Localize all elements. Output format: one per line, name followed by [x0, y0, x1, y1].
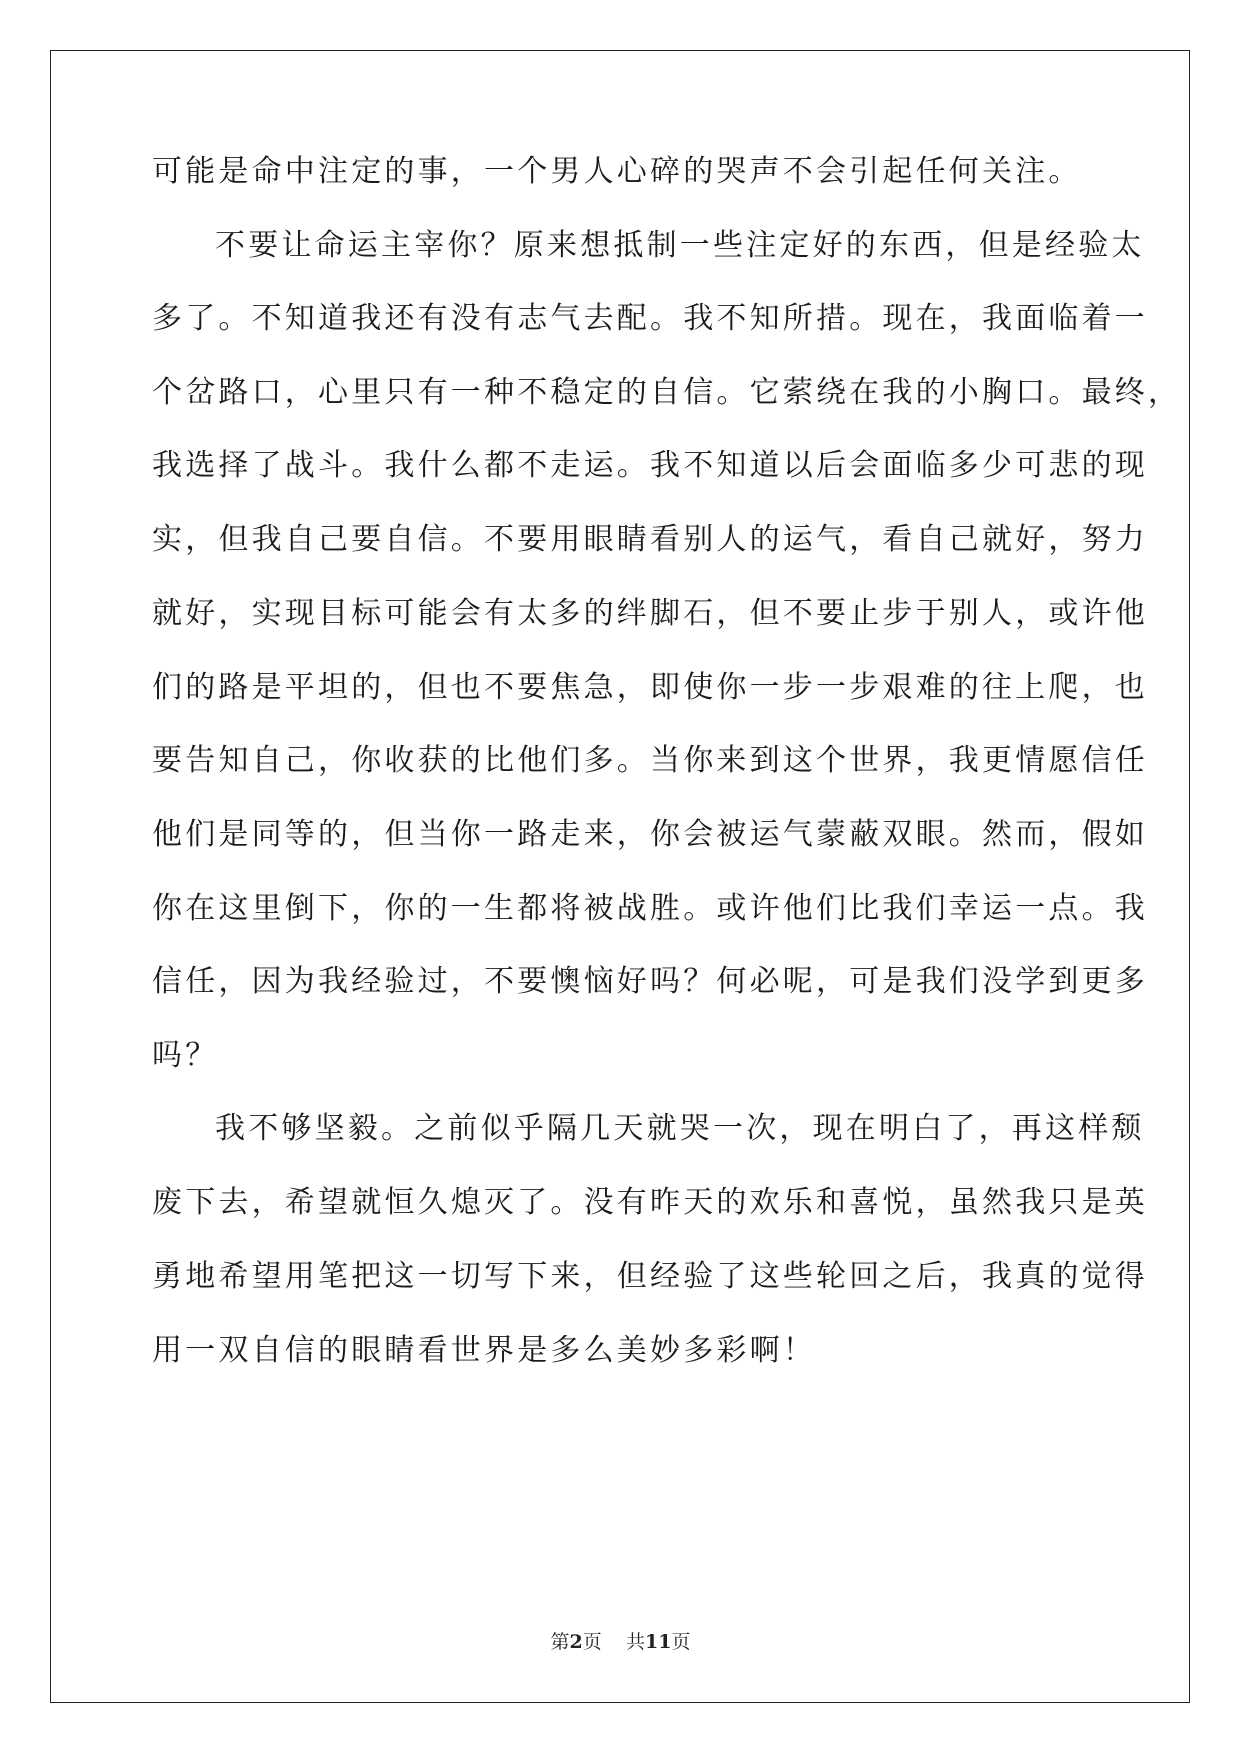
text-line: 个岔路口，心里只有一种不稳定的自信。它萦绕在我的小胸口。最终，	[152, 375, 1182, 410]
text-line: 用一双自信的眼睛看世界是多么美妙多彩啊！	[152, 1333, 816, 1368]
text-line: 要告知自己，你收获的比他们多。当你来到这个世界，我更情愿信任	[152, 743, 1148, 778]
text-line: 你在这里倒下，你的一生都将被战胜。或许他们比我们幸运一点。我	[152, 891, 1148, 926]
text-line: 勇地希望用笔把这一切写下来，但经验了这些轮回之后，我真的觉得	[152, 1259, 1148, 1294]
text-line: 我不够坚毅。之前似乎隔几天就哭一次，现在明白了，再这样颓	[215, 1111, 1145, 1146]
text-line: 不要让命运主宰你？原来想抵制一些注定好的东西，但是经验太	[215, 228, 1145, 263]
footer-total-prefix: 共	[625, 1631, 645, 1653]
text-line: 们的路是平坦的，但也不要焦急，即使你一步一步艰难的往上爬，也	[152, 670, 1148, 705]
text-line: 信任，因为我经验过，不要懊恼好吗？何必呢，可是我们没学到更多	[152, 964, 1148, 999]
total-page-count: 11	[644, 1631, 672, 1653]
current-page-number: 2	[569, 1631, 583, 1653]
text-line: 我选择了战斗。我什么都不走运。我不知道以后会面临多少可悲的现	[152, 448, 1148, 483]
text-line: 他们是同等的，但当你一路走来，你会被运气蒙蔽双眼。然而，假如	[152, 817, 1148, 852]
text-line: 就好，实现目标可能会有太多的绊脚石，但不要止步于别人，或许他	[152, 596, 1148, 631]
page-border	[50, 50, 1190, 1703]
footer-total-suffix: 页	[671, 1631, 691, 1653]
footer-page-suffix: 页	[582, 1631, 602, 1653]
text-line: 可能是命中注定的事，一个男人心碎的哭声不会引起任何关注。	[152, 154, 1082, 189]
footer-prefix: 第	[550, 1631, 570, 1653]
text-line: 吗？	[152, 1038, 219, 1073]
page-footer	[0, 1627, 1241, 1654]
text-line: 多了。不知道我还有没有志气去配。我不知所措。现在，我面临着一	[152, 301, 1148, 336]
text-line: 废下去，希望就恒久熄灭了。没有昨天的欢乐和喜悦，虽然我只是英	[152, 1185, 1148, 1220]
text-line: 实，但我自己要自信。不要用眼睛看别人的运气，看自己就好，努力	[152, 522, 1148, 557]
